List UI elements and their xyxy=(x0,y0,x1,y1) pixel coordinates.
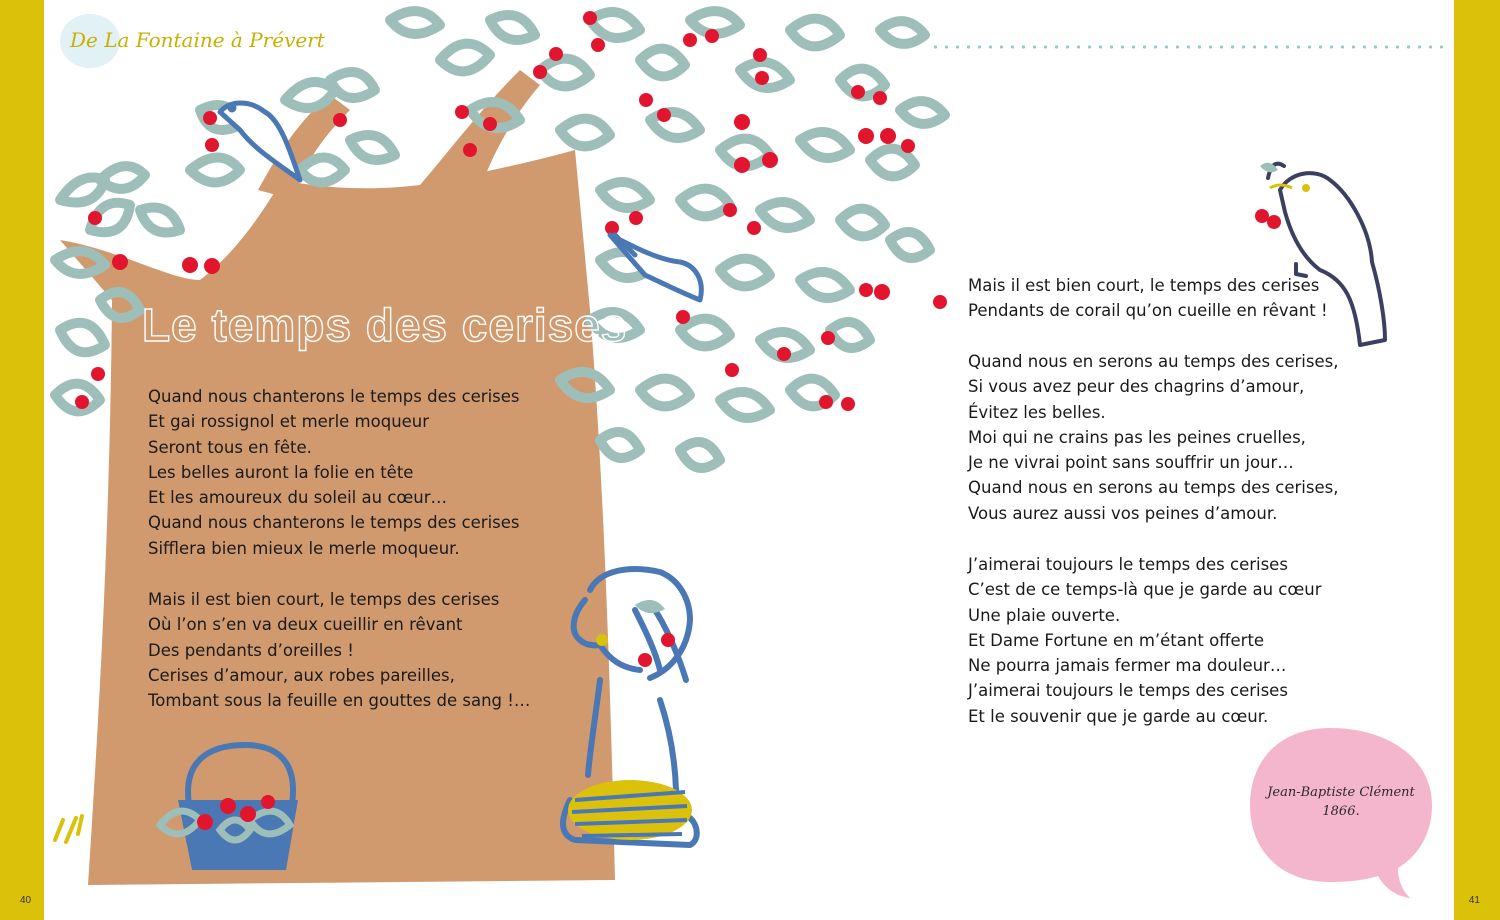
poem-line: Je ne vivrai point sans souffrir un jour… xyxy=(968,453,1294,473)
poem-line: Quand nous chanterons le temps des cerises xyxy=(148,513,520,533)
poem-line: Quand nous en serons au temps des cerises, xyxy=(968,352,1339,371)
series-title: De La Fontaine à Prévert xyxy=(70,28,325,52)
poem-line: Vous aurez aussi vos peines d’amour. xyxy=(968,503,1278,523)
poem-line: Où l’on s’en va deux cueillir en rêvant xyxy=(148,615,463,635)
poem-line: Une plaie ouverte. xyxy=(968,605,1121,625)
left-stanza-2 xyxy=(148,587,530,713)
poem-line: Moi qui ne crains pas les peines cruelles, xyxy=(968,427,1306,447)
author-name: Jean-Baptiste Clément xyxy=(1267,785,1415,800)
poem-line: Pendants de corail qu’on cueille en rêvant ! xyxy=(968,301,1328,321)
poem-line: Cerises d’amour, aux robes pareilles, xyxy=(148,665,455,685)
poem-line: Quand nous chanterons le temps des cerises xyxy=(148,387,520,406)
poem-line: Évitez les belles. xyxy=(968,402,1106,422)
author-signature xyxy=(1250,783,1432,821)
poem-line: Sifflera bien mieux le merle moqueur. xyxy=(148,538,460,558)
poem-line: Seront tous en fête. xyxy=(148,437,312,457)
poem-line: Des pendants d’oreilles ! xyxy=(148,640,354,660)
right-stanza-3 xyxy=(968,552,1322,729)
poem-line: Et les amoureux du soleil au cœur… xyxy=(148,488,448,508)
poem-line: J’aimerai toujours le temps des cerises xyxy=(968,555,1288,574)
poem-line: J’aimerai toujours le temps des cerises xyxy=(968,681,1288,701)
poem-line: Tombant sous la feuille en gouttes de sang !… xyxy=(148,691,531,711)
poem-line: Mais il est bien court, le temps des cerises xyxy=(968,276,1320,295)
poem-line: Et gai rossignol et merle moqueur xyxy=(148,412,430,432)
poem-line: Et Dame Fortune en m’étant offerte xyxy=(968,630,1265,650)
grass-marks xyxy=(55,816,82,842)
poem-year: 1866. xyxy=(1322,804,1360,819)
poem-title: Le temps des cerises xyxy=(142,299,628,351)
page-number-left: 40 xyxy=(20,895,32,906)
poem-line: Mais il est bien court, le temps des cerises xyxy=(148,590,500,609)
right-stanza-1 xyxy=(968,273,1328,324)
poem-line: Ne pourra jamais fermer ma douleur… xyxy=(968,656,1287,676)
poem-line: Si vous avez peur des chagrins d’amour, xyxy=(968,377,1305,397)
poem-line: Les belles auront la folie en tête xyxy=(148,462,414,482)
blue-bird-illustration xyxy=(610,235,701,300)
left-stanza-1 xyxy=(148,384,520,561)
page-number-right: 41 xyxy=(1468,895,1480,906)
poem-line: Et le souvenir que je garde au cœur. xyxy=(968,706,1269,726)
poem-line: C’est de ce temps-là que je garde au cœur xyxy=(968,580,1322,600)
poem-line: Quand nous en serons au temps des cerises, xyxy=(968,478,1339,498)
right-stanza-2 xyxy=(968,349,1338,526)
